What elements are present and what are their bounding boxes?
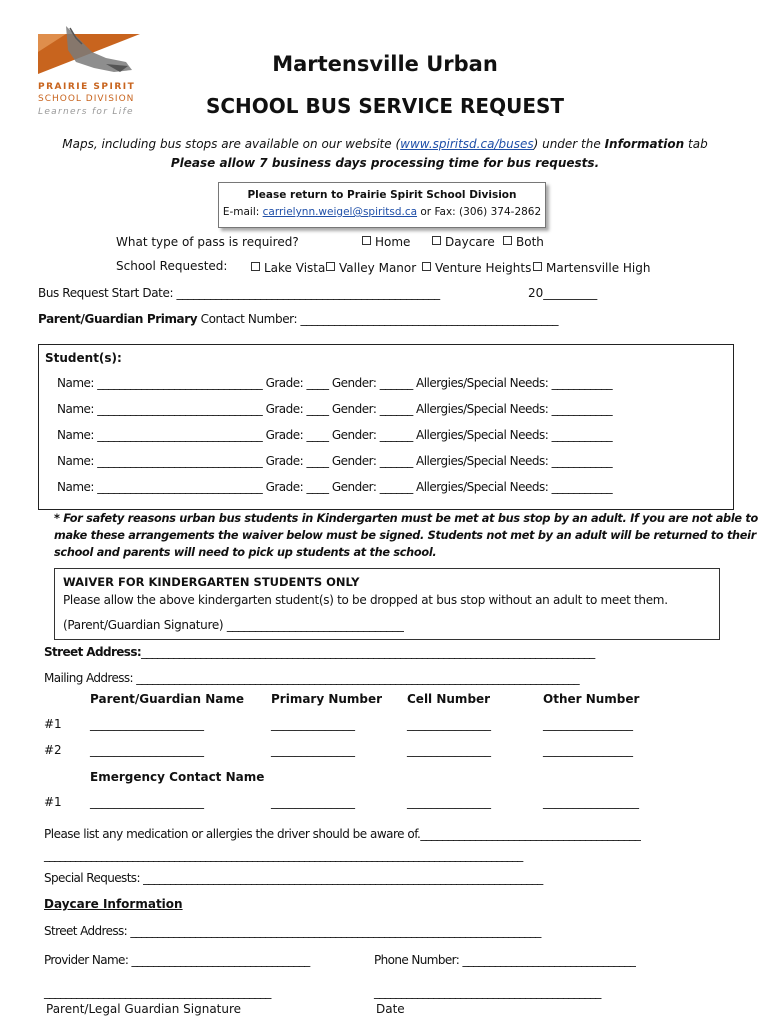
maps-note: Maps, including bus stops are available on our website (www.spiritsd.ca/buses) under the Information tab — [62, 137, 708, 151]
daycare-street-field[interactable]: Street Address: ____________________________________________________________________________ — [44, 924, 541, 938]
martensville-high-checkbox[interactable] — [533, 262, 542, 271]
primary-number-header: Primary Number — [271, 692, 383, 706]
both-checkbox[interactable] — [503, 236, 512, 245]
start-date-year[interactable]: 20_________ — [528, 286, 598, 300]
provider-phone-field[interactable]: Phone Number: ________________________________ — [374, 953, 636, 967]
signature-label: Parent/Legal Guardian Signature — [46, 1002, 242, 1016]
provider-name-field[interactable]: Provider Name: _________________________________ — [44, 953, 310, 967]
date-line[interactable]: __________________________________________ — [374, 985, 601, 999]
primary-contact-field[interactable]: Parent/Guardian Primary Contact Number: ______________________________________________ — [38, 312, 559, 326]
emergency-cell-field[interactable]: ______________ — [407, 795, 491, 809]
emergency-contact-header: Emergency Contact Name — [90, 770, 265, 784]
school-option-lake-vista[interactable]: Lake Vista — [251, 261, 325, 275]
waiver-title: WAIVER FOR KINDERGARTEN STUDENTS ONLY — [63, 575, 360, 589]
street-address-field[interactable]: Street Address:____________________________________________________________________________________ — [44, 645, 595, 659]
bus-maps-link[interactable]: www.spiritsd.ca/buses — [400, 137, 534, 151]
return-box-contact: E-mail: carrielynn.weigel@spiritsd.ca or Fax: (306) 374-2862 — [222, 206, 542, 218]
safety-note-line1: * For safety reasons urban bus students in Kindergarten must be met at bus stop by an adult. If you are not able to — [54, 512, 758, 525]
emergency-other-field[interactable]: ________________ — [543, 795, 639, 809]
guardian-primary-field[interactable]: ______________ — [271, 743, 355, 757]
pass-question: What type of pass is required? — [116, 235, 299, 249]
date-label: Date — [376, 1002, 405, 1016]
start-date-field[interactable]: Bus Request Start Date: _______________________________________________ — [38, 286, 440, 300]
student-row[interactable]: Name: ______________________________ Grade: ____ Gender: ______ Allergies/Special Needs: ___________ — [57, 480, 613, 494]
students-heading: Student(s): — [45, 351, 122, 365]
home-checkbox[interactable] — [362, 236, 371, 245]
special-requests-field[interactable]: Special Requests: __________________________________________________________________________ — [44, 871, 543, 885]
processing-note: Please allow 7 business days processing time for bus requests. — [170, 156, 600, 170]
guardian-cell-field[interactable]: ______________ — [407, 717, 491, 731]
medication-field-line2[interactable]: ____________________________________________________________________________________________ — [44, 848, 523, 862]
return-info-box — [218, 182, 546, 228]
logo-name-line2: SCHOOL DIVISION — [38, 94, 135, 104]
emergency-name-field[interactable]: ___________________ — [90, 795, 204, 809]
valley-manor-checkbox[interactable] — [326, 262, 335, 271]
student-row[interactable]: Name: ______________________________ Grade: ____ Gender: ______ Allergies/Special Needs: ___________ — [57, 454, 613, 468]
guardian-name-header: Parent/Guardian Name — [90, 692, 245, 706]
guardian-cell-field[interactable]: ______________ — [407, 743, 491, 757]
student-row[interactable]: Name: ______________________________ Grade: ____ Gender: ______ Allergies/Special Needs: ___________ — [57, 402, 613, 416]
safety-note-line2: make these arrangements the waiver below must be signed. Students not met by an adult will be returned to their — [54, 529, 756, 542]
venture-heights-checkbox[interactable] — [422, 262, 431, 271]
pass-option-daycare[interactable]: Daycare — [432, 235, 495, 249]
guardian-other-field[interactable]: _______________ — [543, 717, 633, 731]
cell-number-header: Cell Number — [407, 692, 491, 706]
guardian-name-field[interactable]: ___________________ — [90, 717, 204, 731]
return-box-title: Please return to Prairie Spirit School Division — [247, 189, 517, 201]
logo-name-line1: PRAIRIE SPIRIT — [38, 82, 136, 92]
guardian-row-number: #1 — [44, 717, 62, 731]
other-number-header: Other Number — [543, 692, 640, 706]
pass-option-both[interactable]: Both — [503, 235, 544, 249]
school-option-venture-heights[interactable]: Venture Heights — [422, 261, 531, 275]
school-option-valley-manor[interactable]: Valley Manor — [326, 261, 416, 275]
medication-field[interactable]: Please list any medication or allergies the driver should be aware of.________________________________________ — [44, 827, 641, 841]
emergency-row-number: #1 — [44, 795, 62, 809]
daycare-heading: Daycare Information — [44, 897, 183, 911]
page-subtitle: SCHOOL BUS SERVICE REQUEST — [205, 94, 565, 118]
pass-option-home[interactable]: Home — [362, 235, 410, 249]
emergency-primary-field[interactable]: ______________ — [271, 795, 355, 809]
school-option-martensville-high[interactable]: Martensville High — [533, 261, 650, 275]
waiver-section — [54, 568, 720, 640]
page-title: Martensville Urban — [272, 52, 498, 76]
students-section — [38, 344, 734, 510]
student-row[interactable]: Name: ______________________________ Grade: ____ Gender: ______ Allergies/Special Needs: ___________ — [57, 428, 613, 442]
school-question: School Requested: — [116, 259, 228, 273]
guardian-other-field[interactable]: _______________ — [543, 743, 633, 757]
signature-line[interactable]: __________________________________________ — [44, 985, 271, 999]
lake-vista-checkbox[interactable] — [251, 262, 260, 271]
safety-note-line3: school and parents will need to pick up students at the school. — [54, 546, 437, 559]
guardian-name-field[interactable]: ___________________ — [90, 743, 204, 757]
logo-tagline: Learners for Life — [38, 107, 134, 117]
guardian-primary-field[interactable]: ______________ — [271, 717, 355, 731]
waiver-signature-field[interactable]: (Parent/Guardian Signature) _______________________________ — [63, 618, 404, 632]
student-row[interactable]: Name: ______________________________ Grade: ____ Gender: ______ Allergies/Special Needs: ___________ — [57, 376, 613, 390]
waiver-text: Please allow the above kindergarten student(s) to be dropped at bus stop without an adult to meet them. — [63, 593, 668, 607]
guardian-row-number: #2 — [44, 743, 62, 757]
daycare-checkbox[interactable] — [432, 236, 441, 245]
mailing-address-field[interactable]: Mailing Address: __________________________________________________________________________________ — [44, 671, 579, 685]
return-email-link[interactable]: carrielynn.weigel@spiritsd.ca — [262, 206, 418, 218]
